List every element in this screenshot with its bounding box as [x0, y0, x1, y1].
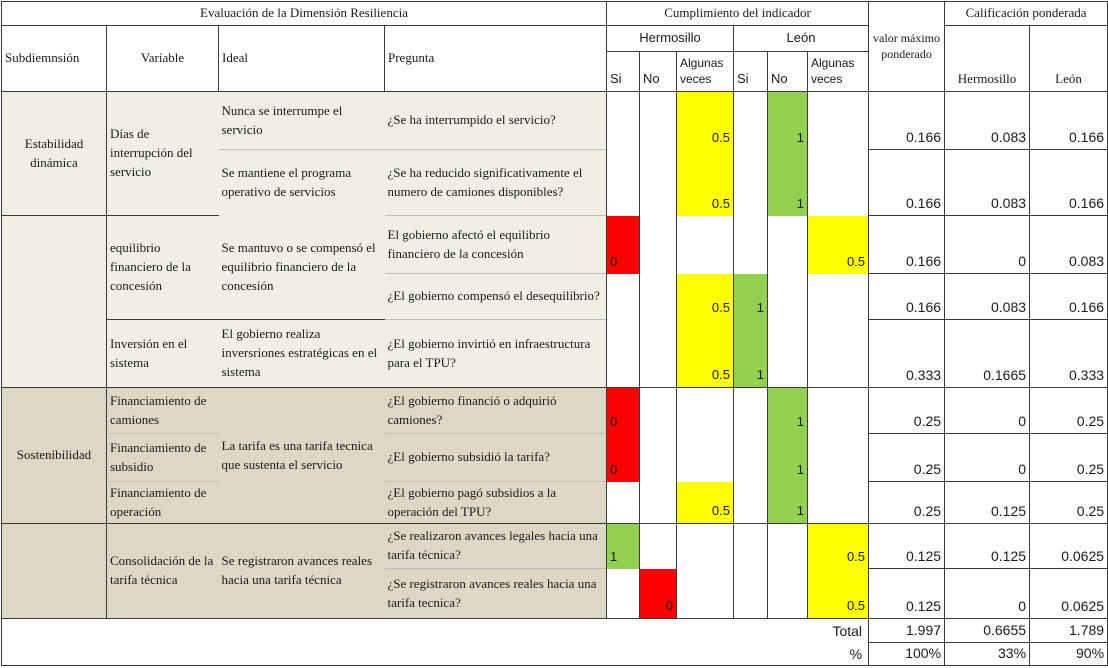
- city1-header: Hermosillo: [607, 26, 734, 52]
- percent-max: 100%: [869, 643, 945, 666]
- compliance-title: Cumplimiento del indicador: [607, 2, 869, 26]
- mark-value: 1: [768, 482, 808, 524]
- mark-value: 0: [607, 216, 640, 274]
- mark-value: 1: [768, 434, 808, 482]
- weighted-city1-value: 0: [945, 569, 1030, 619]
- weighted-city2-value: 0.25: [1030, 388, 1108, 434]
- max-value: 0.25: [869, 434, 945, 482]
- table-row: [2, 482, 1108, 524]
- question-label: ¿Se ha interrumpido el servicio?: [385, 92, 607, 150]
- mark-value: 0: [607, 388, 640, 434]
- table-row: [2, 524, 1108, 569]
- weighted-city1-value: 0: [945, 388, 1030, 434]
- table-row: [2, 216, 1108, 274]
- ideal-label: La tarifa es una tarifa tecnica que sustenta el servicio: [219, 388, 385, 524]
- max-value: 0.125: [869, 524, 945, 569]
- question-label: ¿El gobierno compensó el desequilibrio?: [385, 274, 607, 320]
- variable-label: Financiamiento de camiones: [107, 388, 219, 434]
- weighted-city2-value: 0.166: [1030, 274, 1108, 320]
- question-label: ¿El gobierno pagó subsidios a la operación del TPU?: [385, 482, 607, 524]
- col-subdimension: Subdiemnsión: [2, 26, 107, 92]
- weighted-city2-value: 0.25: [1030, 482, 1108, 524]
- mark-value: 1: [734, 274, 768, 320]
- max-value: 0.125: [869, 569, 945, 619]
- city2-header: León: [734, 26, 869, 52]
- max-value: 0.166: [869, 274, 945, 320]
- question-label: ¿Se ha reducido significativamente el numero de camiones disponibles?: [385, 150, 607, 216]
- ideal-label: Se registraron avances reales hacia una tarifa técnica: [219, 524, 385, 619]
- mark-value: 0: [640, 569, 677, 619]
- city1-no-header: No: [640, 52, 677, 92]
- weighted-city2-value: 0.25: [1030, 434, 1108, 482]
- mark-value: 1: [768, 388, 808, 434]
- subdimension-sustainability: Sostenibilidad: [2, 388, 107, 524]
- weighted-city2-value: 0.0625: [1030, 569, 1108, 619]
- resilience-evaluation-table: [1, 1, 1108, 666]
- evaluation-title: Evaluación de la Dimensión Resiliencia: [2, 2, 607, 26]
- city2-sometimes-header: Algunas veces: [808, 52, 869, 92]
- question-label: El gobierno afectó el equilibrio financiero de la concesión: [385, 216, 607, 274]
- city1-si-header: Si: [607, 52, 640, 92]
- mark-value: 1: [768, 92, 808, 150]
- mark-value: 0.5: [677, 320, 734, 388]
- weighted-city2-header: León: [1030, 26, 1108, 92]
- weighted-city2-value: 0.0625: [1030, 524, 1108, 569]
- total-city1: 0.6655: [945, 619, 1030, 643]
- weighted-city1-value: 0.083: [945, 150, 1030, 216]
- question-label: ¿El gobierno subsidió la tarifa?: [385, 434, 607, 482]
- mark-value: 0.5: [677, 92, 734, 150]
- weighted-city2-value: 0.083: [1030, 216, 1108, 274]
- weighted-city2-value: 0.166: [1030, 92, 1108, 150]
- mark-value: 0.5: [677, 482, 734, 524]
- city1-sometimes-header: Algunas veces: [677, 52, 734, 92]
- max-value: 0.25: [869, 482, 945, 524]
- percent-label: %: [2, 643, 869, 666]
- total-row: [2, 619, 1108, 643]
- weighted-city1-value: 0.083: [945, 92, 1030, 150]
- table-row: [2, 92, 1108, 150]
- variable-label: Inversión en el sistema: [107, 320, 219, 388]
- col-variable: Variable: [107, 26, 219, 92]
- max-value: 0.25: [869, 388, 945, 434]
- weighted-city1-value: 0: [945, 434, 1030, 482]
- table-row: [2, 388, 1108, 434]
- variable-label: Consolidación de la tarifa técnica: [107, 524, 219, 619]
- variable-label: equilibrio financiero de la concesión: [107, 216, 219, 320]
- variable-label: Financiamiento de subsidio: [107, 434, 219, 482]
- question-label: ¿El gobierno invirtió en infraestructura para el TPU?: [385, 320, 607, 388]
- percent-row: [2, 643, 1108, 666]
- total-city2: 1.789: [1030, 619, 1108, 643]
- weighted-city2-value: 0.333: [1030, 320, 1108, 388]
- col-question: Pregunta: [385, 26, 607, 92]
- max-weighted-header: valor máximo ponderado: [869, 2, 945, 92]
- mark-value: 0: [607, 434, 640, 482]
- weighted-title: Calificación ponderada: [945, 2, 1108, 26]
- col-ideal: Ideal: [219, 26, 385, 92]
- mark-value: 1: [734, 320, 768, 388]
- weighted-city1-value: 0.125: [945, 524, 1030, 569]
- max-value: 0.166: [869, 216, 945, 274]
- weighted-city1-value: 0.1665: [945, 320, 1030, 388]
- max-value: 0.166: [869, 92, 945, 150]
- question-label: ¿El gobierno financió o adquirió camiones?: [385, 388, 607, 434]
- weighted-city1-value: 0: [945, 216, 1030, 274]
- subdimension-stability: Estabilidad dinámica: [2, 92, 107, 216]
- max-value: 0.166: [869, 150, 945, 216]
- mark-value: 1: [607, 524, 640, 569]
- city2-no-header: No: [768, 52, 808, 92]
- weighted-city1-value: 0.125: [945, 482, 1030, 524]
- weighted-city2-value: 0.166: [1030, 150, 1108, 216]
- ideal-label: Nunca se interrumpe el servicio: [219, 92, 385, 150]
- mark-value: 0.5: [677, 274, 734, 320]
- mark-value: 0.5: [677, 150, 734, 216]
- mark-value: 0.5: [808, 524, 869, 569]
- variable-label: Financiamiento de operación: [107, 482, 219, 524]
- table-row: [2, 320, 1108, 388]
- ideal-label: Se mantiene el programa operativo de servicios: [219, 150, 385, 216]
- percent-city1: 33%: [945, 643, 1030, 666]
- mark-value: 1: [768, 150, 808, 216]
- total-label: Total: [2, 619, 869, 643]
- mark-value: 0.5: [808, 569, 869, 619]
- max-value: 0.333: [869, 320, 945, 388]
- variable-label: Días de interrupción del servicio: [107, 92, 219, 216]
- city2-si-header: Si: [734, 52, 768, 92]
- weighted-city1-header: Hermosillo: [945, 26, 1030, 92]
- question-label: ¿Se registraron avances reales hacia una tarifa tecnica?: [385, 569, 607, 619]
- total-max: 1.997: [869, 619, 945, 643]
- ideal-label: El gobierno realiza inversriones estratégicas en el sistema: [219, 320, 385, 388]
- weighted-city1-value: 0.083: [945, 274, 1030, 320]
- mark-value: 0.5: [808, 216, 869, 274]
- percent-city2: 90%: [1030, 643, 1108, 666]
- ideal-label: Se mantuvo o se compensó el equilibrio financiero de la concesión: [219, 216, 385, 320]
- table-row: [2, 434, 1108, 482]
- question-label: ¿Se realizaron avances legales hacia una tarifa técnica?: [385, 524, 607, 569]
